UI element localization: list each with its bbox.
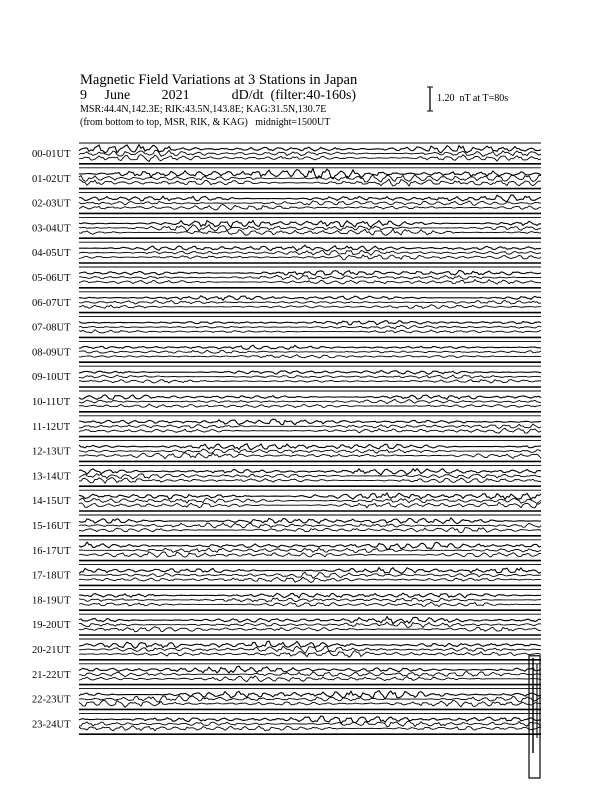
trace-msr — [79, 627, 541, 632]
row-label: 16-17UT — [32, 545, 71, 557]
trace-rik — [79, 548, 541, 553]
trace-kag — [79, 370, 541, 374]
trace-msr — [79, 255, 541, 260]
trace-msr — [79, 577, 541, 582]
row-13-14ut — [32, 465, 541, 486]
trace-msr — [79, 155, 541, 162]
row-08-09ut — [32, 341, 541, 362]
trace-kag — [79, 221, 541, 228]
rows-group — [32, 143, 541, 734]
row-00-01ut — [32, 143, 541, 164]
trace-rik — [79, 250, 541, 255]
trace-kag — [79, 493, 541, 499]
trace-msr — [79, 305, 541, 309]
row-18-19ut — [32, 589, 541, 610]
chart-title: Magnetic Field Variations at 3 Stations in Japan — [80, 72, 358, 88]
row-14-15ut — [32, 490, 541, 511]
row-04-05ut — [32, 242, 541, 263]
trace-msr — [79, 179, 541, 186]
row-label: 17-18UT — [32, 570, 71, 582]
row-07-08ut — [32, 317, 541, 338]
trace-kag — [79, 195, 541, 202]
trace-rik — [79, 449, 541, 453]
row-02-03ut — [32, 193, 541, 214]
row-label: 12-13UT — [32, 446, 71, 458]
mode: dD/dt (filter:40-160s) — [231, 88, 357, 103]
trace-rik — [79, 598, 541, 602]
trace-rik — [79, 474, 541, 479]
row-05-06ut — [32, 267, 541, 288]
trace-kag — [79, 617, 541, 624]
trace-msr — [79, 676, 541, 682]
row-23-24ut — [32, 713, 541, 734]
row-label: 20-21UT — [32, 645, 71, 656]
trace-msr — [79, 528, 541, 533]
trace-kag — [79, 716, 541, 723]
trace-kag — [79, 270, 541, 275]
row-label: 18-19UT — [32, 595, 71, 607]
scale-label: 1.20 nT at T=80s — [437, 93, 509, 104]
trace-kag — [79, 542, 541, 549]
trace-rik — [79, 498, 541, 503]
trace-msr — [79, 429, 541, 434]
row-12-13ut — [32, 441, 541, 462]
row-label: 21-22UT — [32, 669, 71, 681]
row-20-21ut — [32, 639, 541, 660]
trace-kag — [79, 518, 541, 524]
trace-rik — [79, 350, 541, 353]
row-label: 22-23UT — [32, 694, 71, 706]
row-01-02ut — [32, 168, 541, 189]
trace-msr — [79, 453, 541, 459]
row-label: 00-01UT — [32, 149, 71, 160]
trace-msr — [79, 380, 541, 383]
trace-rik — [79, 300, 541, 304]
row-label: 01-02UT — [32, 173, 71, 185]
row-label: 11-12UT — [32, 421, 71, 433]
trace-kag — [79, 321, 541, 325]
trace-msr — [79, 330, 541, 333]
day: 9 — [80, 88, 87, 103]
row-label: 09-10UT — [32, 372, 71, 384]
row-03-04ut — [32, 217, 541, 238]
row-15-16ut — [32, 515, 541, 536]
row-16-17ut — [32, 540, 541, 561]
trace-msr — [79, 229, 541, 235]
row-label: 19-20UT — [32, 620, 71, 632]
trace-msr — [79, 478, 541, 483]
row-label: 13-14UT — [32, 471, 71, 483]
row-21-22ut — [32, 664, 541, 685]
trace-kag — [79, 593, 541, 598]
row-label: 03-04UT — [32, 223, 71, 235]
trace-kag — [79, 666, 541, 673]
trace-rik — [79, 523, 541, 528]
trace-msr — [79, 726, 541, 731]
scale-bar — [427, 87, 433, 111]
trace-msr — [79, 602, 541, 607]
trace-rik — [79, 424, 541, 428]
row-label: 07-08UT — [32, 322, 71, 334]
row-label: 02-03UT — [32, 198, 71, 210]
row-17-18ut — [32, 565, 541, 586]
trace-rik — [79, 696, 541, 703]
row-22-23ut — [32, 689, 541, 710]
trace-kag — [79, 296, 541, 301]
month: June — [104, 88, 131, 103]
trace-msr — [79, 700, 541, 707]
trace-kag — [79, 345, 541, 349]
trace-rik — [79, 201, 541, 206]
trace-rik — [79, 375, 541, 378]
trace-rik — [79, 399, 541, 403]
row-label: 05-06UT — [32, 273, 71, 284]
row-label: 08-09UT — [32, 347, 71, 359]
trace-msr — [79, 552, 541, 557]
row-09-10ut — [32, 366, 541, 387]
trace-rik — [79, 275, 541, 279]
trace-msr — [79, 280, 541, 284]
trace-kag — [79, 395, 541, 400]
trace-rik — [79, 572, 541, 578]
trace-msr — [79, 404, 541, 408]
trace-rik — [79, 622, 541, 628]
trace-rik — [79, 150, 541, 156]
row-label: 23-24UT — [32, 719, 71, 731]
trace-rik — [79, 646, 541, 653]
row-06-07ut — [32, 292, 541, 313]
row-19-20ut — [32, 614, 541, 635]
row-11-12ut — [32, 416, 541, 437]
trace-kag — [79, 245, 541, 251]
trace-msr — [79, 204, 541, 209]
row-label: 10-11UT — [32, 397, 71, 408]
trace-rik — [79, 325, 541, 328]
year: 2021 — [161, 88, 190, 103]
trace-kag — [79, 419, 541, 425]
order-note: (from bottom to top, MSR, RIK, & KAG) midnight=1500UT — [80, 117, 331, 128]
trace-rik — [79, 721, 541, 727]
trace-kag — [79, 469, 541, 475]
trace-rik — [79, 225, 541, 232]
trace-kag — [79, 444, 541, 450]
row-label: 14-15UT — [32, 496, 71, 508]
trace-msr — [79, 502, 541, 507]
trace-kag — [79, 568, 541, 574]
row-label: 06-07UT — [32, 297, 71, 309]
trace-rik — [79, 672, 541, 677]
row-10-11ut — [32, 391, 541, 412]
row-label: 15-16UT — [32, 521, 71, 532]
row-label: 04-05UT — [32, 248, 71, 260]
stations-line: MSR:44.4N,142.3E; RIK:43.5N,143.8E; KAG:31.5N,130.7E — [80, 104, 327, 115]
trace-kag — [79, 145, 541, 153]
trace-msr — [79, 355, 541, 358]
